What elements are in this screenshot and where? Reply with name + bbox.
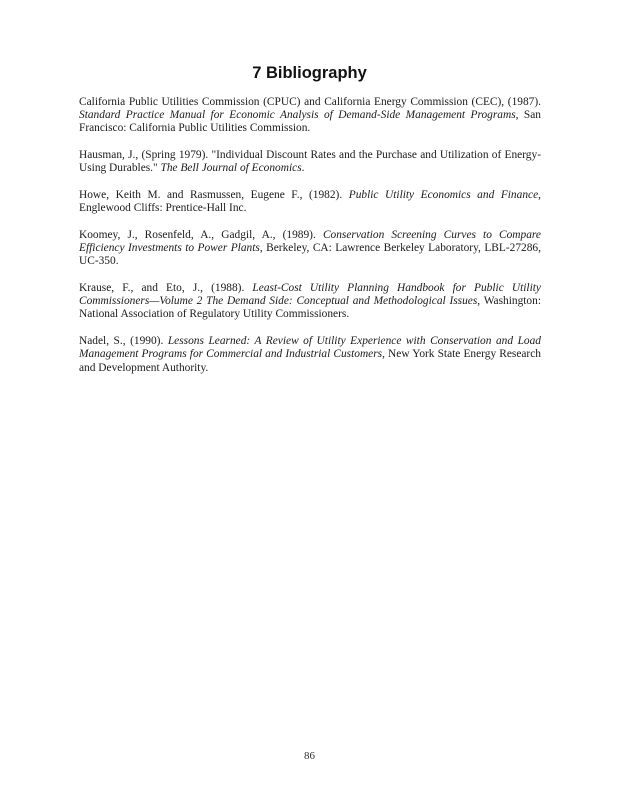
bibliography-entry: [79, 229, 541, 269]
page-number: 86: [304, 750, 315, 762]
entry-authors: Koomey, J., Rosenfeld, A., Gadgil, A., (1989).: [79, 228, 323, 241]
entry-publisher: .: [301, 162, 305, 175]
entry-authors: Nadel, S., (1990).: [79, 335, 168, 348]
bibliography-entry: [79, 96, 541, 136]
bibliography-entry: [79, 335, 541, 375]
bibliography-entry: [79, 282, 541, 322]
entry-publisher: , Englewood Cliffs: Prentice-Hall Inc.: [79, 189, 541, 215]
entry-authors: California Public Utilities Commission (CPUC) and California Energy Commission (CEC), (1987).: [79, 96, 541, 108]
bibliography-list: [79, 96, 541, 388]
entry-publisher: , San Francisco: California Public Utilities Commission.: [79, 109, 541, 135]
entry-authors: Hausman, J., (Spring 1979). "Individual Discount Rates and the Purchase and Utilization of Energy-Using Durables.": [79, 149, 541, 175]
bibliography-entry: [79, 189, 541, 215]
bibliography-entry: [79, 149, 541, 175]
entry-title: Conservation Screening Curves to Compare Efficiency Investments to Power Plants: [79, 228, 541, 255]
entry-title: Public Utility Economics and Finance: [348, 189, 539, 202]
entry-title: Least-Cost Utility Planning Handbook for Public Utility Commissioners—Volume 2 The Demand Side: Conceptual and Methodological Issues: [79, 282, 541, 308]
entry-title: Lessons Learned: A Review of Utility Experience with Conservation and Load Management Programs for Commercial and Industrial Customers: [79, 335, 541, 361]
entry-publisher: , Washington: National Association of Regulatory Utility Commissioners.: [79, 295, 541, 321]
entry-publisher: , New York State Energy Research and Development Authority.: [79, 348, 541, 374]
entry-title: The Bell Journal of Economics: [160, 162, 302, 175]
entry-authors: Krause, F., and Eto, J., (1988).: [79, 282, 253, 295]
page-title: 7 Bibliography: [252, 64, 367, 82]
entry-publisher: , Berkeley, CA: Lawrence Berkeley Laboratory, LBL-27286, UC-350.: [79, 242, 541, 268]
entry-authors: Howe, Keith M. and Rasmussen, Eugene F., (1982).: [79, 189, 349, 202]
entry-title: Standard Practice Manual for Economic Analysis of Demand-Side Management Programs: [79, 109, 516, 122]
